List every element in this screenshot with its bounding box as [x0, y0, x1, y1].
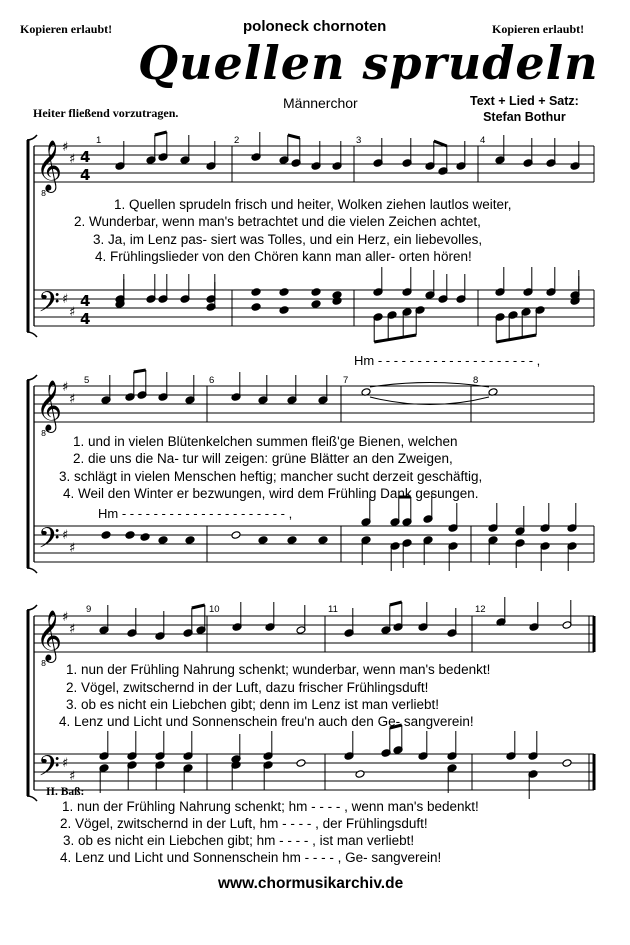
lyric-line: 1. Quellen sprudeln frisch und heiter, Wolken ziehen lautlos weiter,	[114, 197, 512, 212]
tempo-marking: Heiter fließend vorzutragen.	[33, 106, 179, 120]
song-title: Quellen sprudeln	[138, 36, 599, 90]
sharp-icon: ♯	[69, 541, 76, 556]
bar-number: 9	[86, 604, 92, 615]
hum-line-bottom: Hm - - - - - - - - - - - - - - - - - - - - - ,	[98, 506, 293, 521]
copy-note-right: Kopieren erlaubt!	[492, 22, 585, 36]
sharp-icon: ♯	[69, 622, 76, 637]
note-head	[296, 759, 306, 768]
sharp-icon: ♯	[69, 392, 76, 407]
bar-number: 5	[84, 375, 90, 386]
lyric-line: 4. Weil den Winter er bezwungen, wird dem Frühling Dank gesungen.	[63, 486, 479, 501]
bass-clef-icon: 𝄢	[38, 522, 60, 562]
note-head	[185, 536, 195, 545]
note-head	[562, 759, 572, 768]
bar-number: 1	[96, 135, 102, 146]
bar-number: 4	[480, 135, 486, 146]
lyric-line: 3. Ja, im Lenz pas- siert was Tolles, und ein Herz, ein liebevolles,	[93, 232, 483, 247]
note-head	[332, 297, 342, 306]
note-head	[311, 300, 321, 309]
sharp-icon: ♯	[69, 152, 76, 167]
note-head	[231, 531, 241, 540]
bar-number: 11	[328, 604, 338, 615]
note-beam	[374, 335, 416, 342]
note-beam	[390, 602, 402, 605]
bar-number: 6	[209, 375, 215, 386]
lyric-line: 2. die uns die Na- tur will zeigen: grüne Blätter an den Zweigen,	[73, 451, 453, 466]
note-head	[279, 306, 289, 315]
octave-8-icon: 8	[41, 429, 47, 438]
time-signature-top: 4	[80, 148, 91, 166]
note-beam	[288, 135, 300, 138]
bar-number: 7	[343, 375, 349, 386]
sharp-icon: ♯	[62, 756, 69, 771]
bass-clef-icon: 𝄢	[38, 750, 60, 790]
sharp-icon: ♯	[62, 380, 69, 395]
bass-clef-icon: 𝄢	[38, 286, 60, 326]
credits-line-2: Stefan Bothur	[483, 110, 566, 124]
octave-8-icon: 8	[41, 659, 47, 668]
note-beam	[192, 605, 205, 608]
note-head	[251, 288, 261, 297]
note-head	[251, 303, 261, 312]
publisher-name: poloneck chornoten	[243, 18, 387, 35]
bar-number: 12	[475, 604, 486, 615]
sharp-icon: ♯	[62, 292, 69, 307]
note-head	[287, 536, 297, 545]
treble-clef-icon: 𝄞	[36, 610, 63, 661]
credits-line-1: Text + Lied + Satz:	[470, 94, 579, 108]
sharp-icon: ♯	[62, 528, 69, 543]
copy-note-left: Kopieren erlaubt!	[20, 22, 113, 36]
lyric-line: 4. Lenz und Licht und Sonnenschein freu'n auch den Ge- sangverein!	[59, 714, 474, 729]
bass-lyric-line: 2. Vögel, zwitschernd in der Luft, hm - - - - , der Frühlingsduft!	[60, 816, 428, 831]
note-head	[140, 533, 150, 542]
footer-website: www.chormusikarchiv.de	[218, 875, 404, 892]
treble-clef-icon: 𝄞	[36, 380, 63, 431]
note-beam	[134, 370, 146, 372]
note-beam	[496, 335, 536, 342]
note-head	[311, 288, 321, 297]
bar-number: 8	[473, 375, 479, 386]
note-beam	[155, 132, 167, 135]
note-beam	[434, 141, 447, 146]
lyric-line: 1. und in vielen Blütenkelchen summen fleiß'ge Bienen, welchen	[73, 434, 458, 449]
treble-clef-icon: 𝄞	[36, 140, 63, 191]
choir-type: Männerchor	[283, 95, 358, 111]
note-head	[258, 536, 268, 545]
bar-number: 2	[234, 135, 240, 146]
time-signature-bottom: 4	[80, 310, 91, 328]
octave-8-icon: 8	[41, 189, 47, 198]
note-head	[318, 536, 328, 545]
time-signature-top: 4	[80, 292, 91, 310]
sharp-icon: ♯	[69, 769, 76, 784]
note-head	[355, 770, 365, 779]
bar-number: 3	[356, 135, 362, 146]
bass-lyric-line: 3. ob es nicht ein Liebchen gibt; hm - - - - , ist man verliebt!	[63, 833, 415, 848]
note-head	[158, 536, 168, 545]
sharp-icon: ♯	[69, 305, 76, 320]
bass-lyric-line: 4. Lenz und Licht und Sonnenschein hm - - - - , Ge- sangverein!	[60, 850, 442, 865]
lyric-line: 2. Vögel, zwitschernd in der Luft, dazu frischer Frühlingsduft!	[66, 680, 429, 695]
lyric-line: 1. nun der Frühling Nahrung schenkt; wunderbar, wenn man's bedenkt!	[66, 662, 491, 677]
note-head	[279, 288, 289, 297]
lyric-line: 2. Wunderbar, wenn man's betrachtet und die vielen Zeichen achtet,	[74, 214, 481, 229]
note-head	[101, 531, 111, 540]
time-signature-bottom: 4	[80, 166, 91, 184]
bar-number: 10	[209, 604, 220, 615]
bass-lyric-line: 1. nun der Frühling Nahrung schenkt; hm - - - - , wenn man's bedenkt!	[62, 799, 479, 814]
bass-label: II. Baß:	[46, 786, 85, 798]
sharp-icon: ♯	[62, 140, 69, 155]
note-head	[125, 531, 135, 540]
lyric-line: 3. schlägt in vielen Menschen heftig; mancher sucht derzeit geschäftig,	[59, 469, 483, 484]
hum-line-top: Hm - - - - - - - - - - - - - - - - - - - - ,	[354, 353, 541, 368]
lyric-line: 3. ob es nicht ein Liebchen gibt; denn im Lenz ist man verliebt!	[66, 697, 439, 712]
lyric-line: 4. Frühlingslieder von den Chören kann man aller- orten hören!	[95, 249, 472, 264]
sharp-icon: ♯	[62, 610, 69, 625]
